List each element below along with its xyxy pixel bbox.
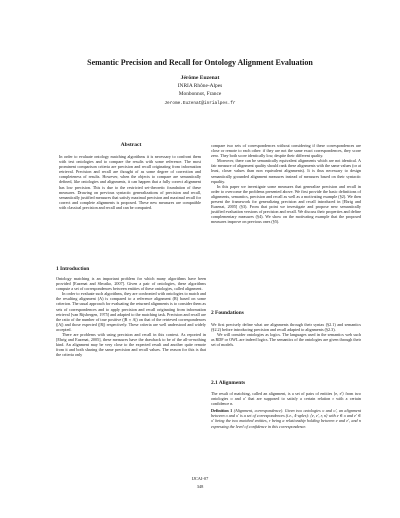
intro-paragraph-2: In order to evaluate such algorithms, they are confronted with ontologies to match and the resulting alignment (A) is compared to a reference alignment (R) based on some criterion. The usual approach for evaluating the returned alignments is to consider them as sets of correspondences and to apply precision and recall originating from information retrieval [van Rijsbergen, 1975] and adapted to the matching task. Precision and recall are the ratio of the number of true positive (|R ∩ A|) on that of the retrieved correspondences (|A|) and those expected (|R|) respectively. These criteria are well understood and widely accepted.: [56, 291, 206, 332]
foundations-paragraph-2: We will consider ontologies as logics. The languages used in the semantics web such as RDF or OWL are indeed logics. The semantics of the ontologies are given through their set of models.: [211, 332, 361, 348]
author-affiliation: INRIA Rhône-Alpes: [177, 83, 223, 89]
paper-title: Semantic Precision and Recall for Ontology Alignment Evaluation: [87, 58, 313, 67]
definition-label: Definition 1: [211, 408, 233, 414]
author-email: Jerome.Euzenat@inrialpes.fr: [164, 101, 236, 106]
abstract-text: [59, 154, 201, 210]
definition-1: [211, 408, 361, 428]
alignments-paragraph-1: The result of matching, called an alignment, is a set of pairs of entities ⟨e, e′⟩ from two ontologies o and o′ that are supposed to satisfy a certain relation r with a certain confidence n.: [211, 391, 361, 407]
section-heading-foundations: 2 Foundations: [211, 310, 244, 316]
foundations-body: [211, 322, 361, 347]
page-number: 348: [196, 484, 204, 489]
definition-text: (Alignment, correspondence). Given two ontologies o and o′, an alignment between o and o′ is a set of correspondences (i.e., 4-uples): ⟨e, e′, r, n⟩ with e ∈ o and e′ ∈ o′ being the two matched entities, r being a relationship holding between e and e′, and n expressing the level of confidence in this correspondence.: [211, 408, 361, 429]
col2-paragraph-1: compare two sets of correspondences without considering if these correspondences are close or remote to each other: if they are not the same exact correspondences, they score zero. They both score identically low, despite their different quality.: [211, 143, 361, 159]
subsection-heading-alignments: 2.1 Alignments: [211, 380, 246, 386]
intro-paragraph-1: Ontology matching is an important problem for which many algorithms have been provided [Euzenat and Shvaiko, 2007]. Given a pair of ontologies, these algorithms compute a set of correspondences between entities of these ontologies, called alignment.: [56, 276, 206, 292]
alignments-body: [211, 391, 361, 429]
abstract-paragraph: In order to evaluate ontology matching algorithms it is necessary to confront them with test ontologies and to compare the results with some reference. The most prominent comparison criteria are precision and recall originating from information retrieval. Precision and recall are thought of as some degree of correction and completeness of results. However, when the objects to compare are semantically defined, like ontologies and alignments, it can happen that a fully correct alignment has low precision. This is due to the restricted set-theoretic foundation of these measures. Drawing on previous syntactic generalizations of precision and recall, semantically justified measures that satisfy maximal precision and maximal recall for correct and complete alignments is proposed. These new measures are compatible with classical precision and recall and can be computed.: [59, 154, 201, 210]
introduction-body: [56, 276, 206, 358]
col2-paragraph-2: Moreover, there can be semantically equivalent alignments which are not identical. A fair measure of alignment quality should rank these alignments with the same values (or at least, closer values than non equivalent alignments). It is thus necessary to design semantically grounded alignment measures instead of measures based on their syntactic equality.: [211, 158, 361, 184]
author-name: Jérôme Euzenat: [180, 75, 220, 81]
abstract-heading: Abstract: [120, 142, 142, 148]
intro-paragraph-3: There are problems with using precision and recall in this context. As reported in [Ehrig and Euzenat, 2005], these measures have the drawback to be of the all-or-nothing kind. An alignment may be very close to the expected result and another quite remote from it and both sharing the same precision and recall values. The reason for this is that the criteria only: [56, 332, 206, 358]
column-2-top: [211, 143, 361, 225]
foundations-paragraph-1: We first precisely define what are alignments through their syntax (§2.1) and semantics (§2.2) before introducing precision and recall adapted to alignments (§2.3).: [211, 322, 361, 333]
col2-paragraph-3: In this paper we investigate some measures that generalize precision and recall in order to overcome the problems presented above. We first provide the basic definitions of alignments, semantics, precision and recall as well as a motivating example (§2). We then present the framework for generalizing precision and recall introduced in [Ehrig and Euzenat, 2005] (§3). From that point we investigate and propose new semantically justified evaluation versions of precision and recall. We discuss their properties and define complementary measures (§4). We show on the motivating example that the proposed measures improve on previous ones (§5).: [211, 183, 361, 225]
author-location: Monbonnot, France: [178, 91, 222, 97]
section-heading-introduction: 1 Introduction: [56, 266, 90, 272]
footer-venue: IJCAI-07: [191, 476, 209, 481]
